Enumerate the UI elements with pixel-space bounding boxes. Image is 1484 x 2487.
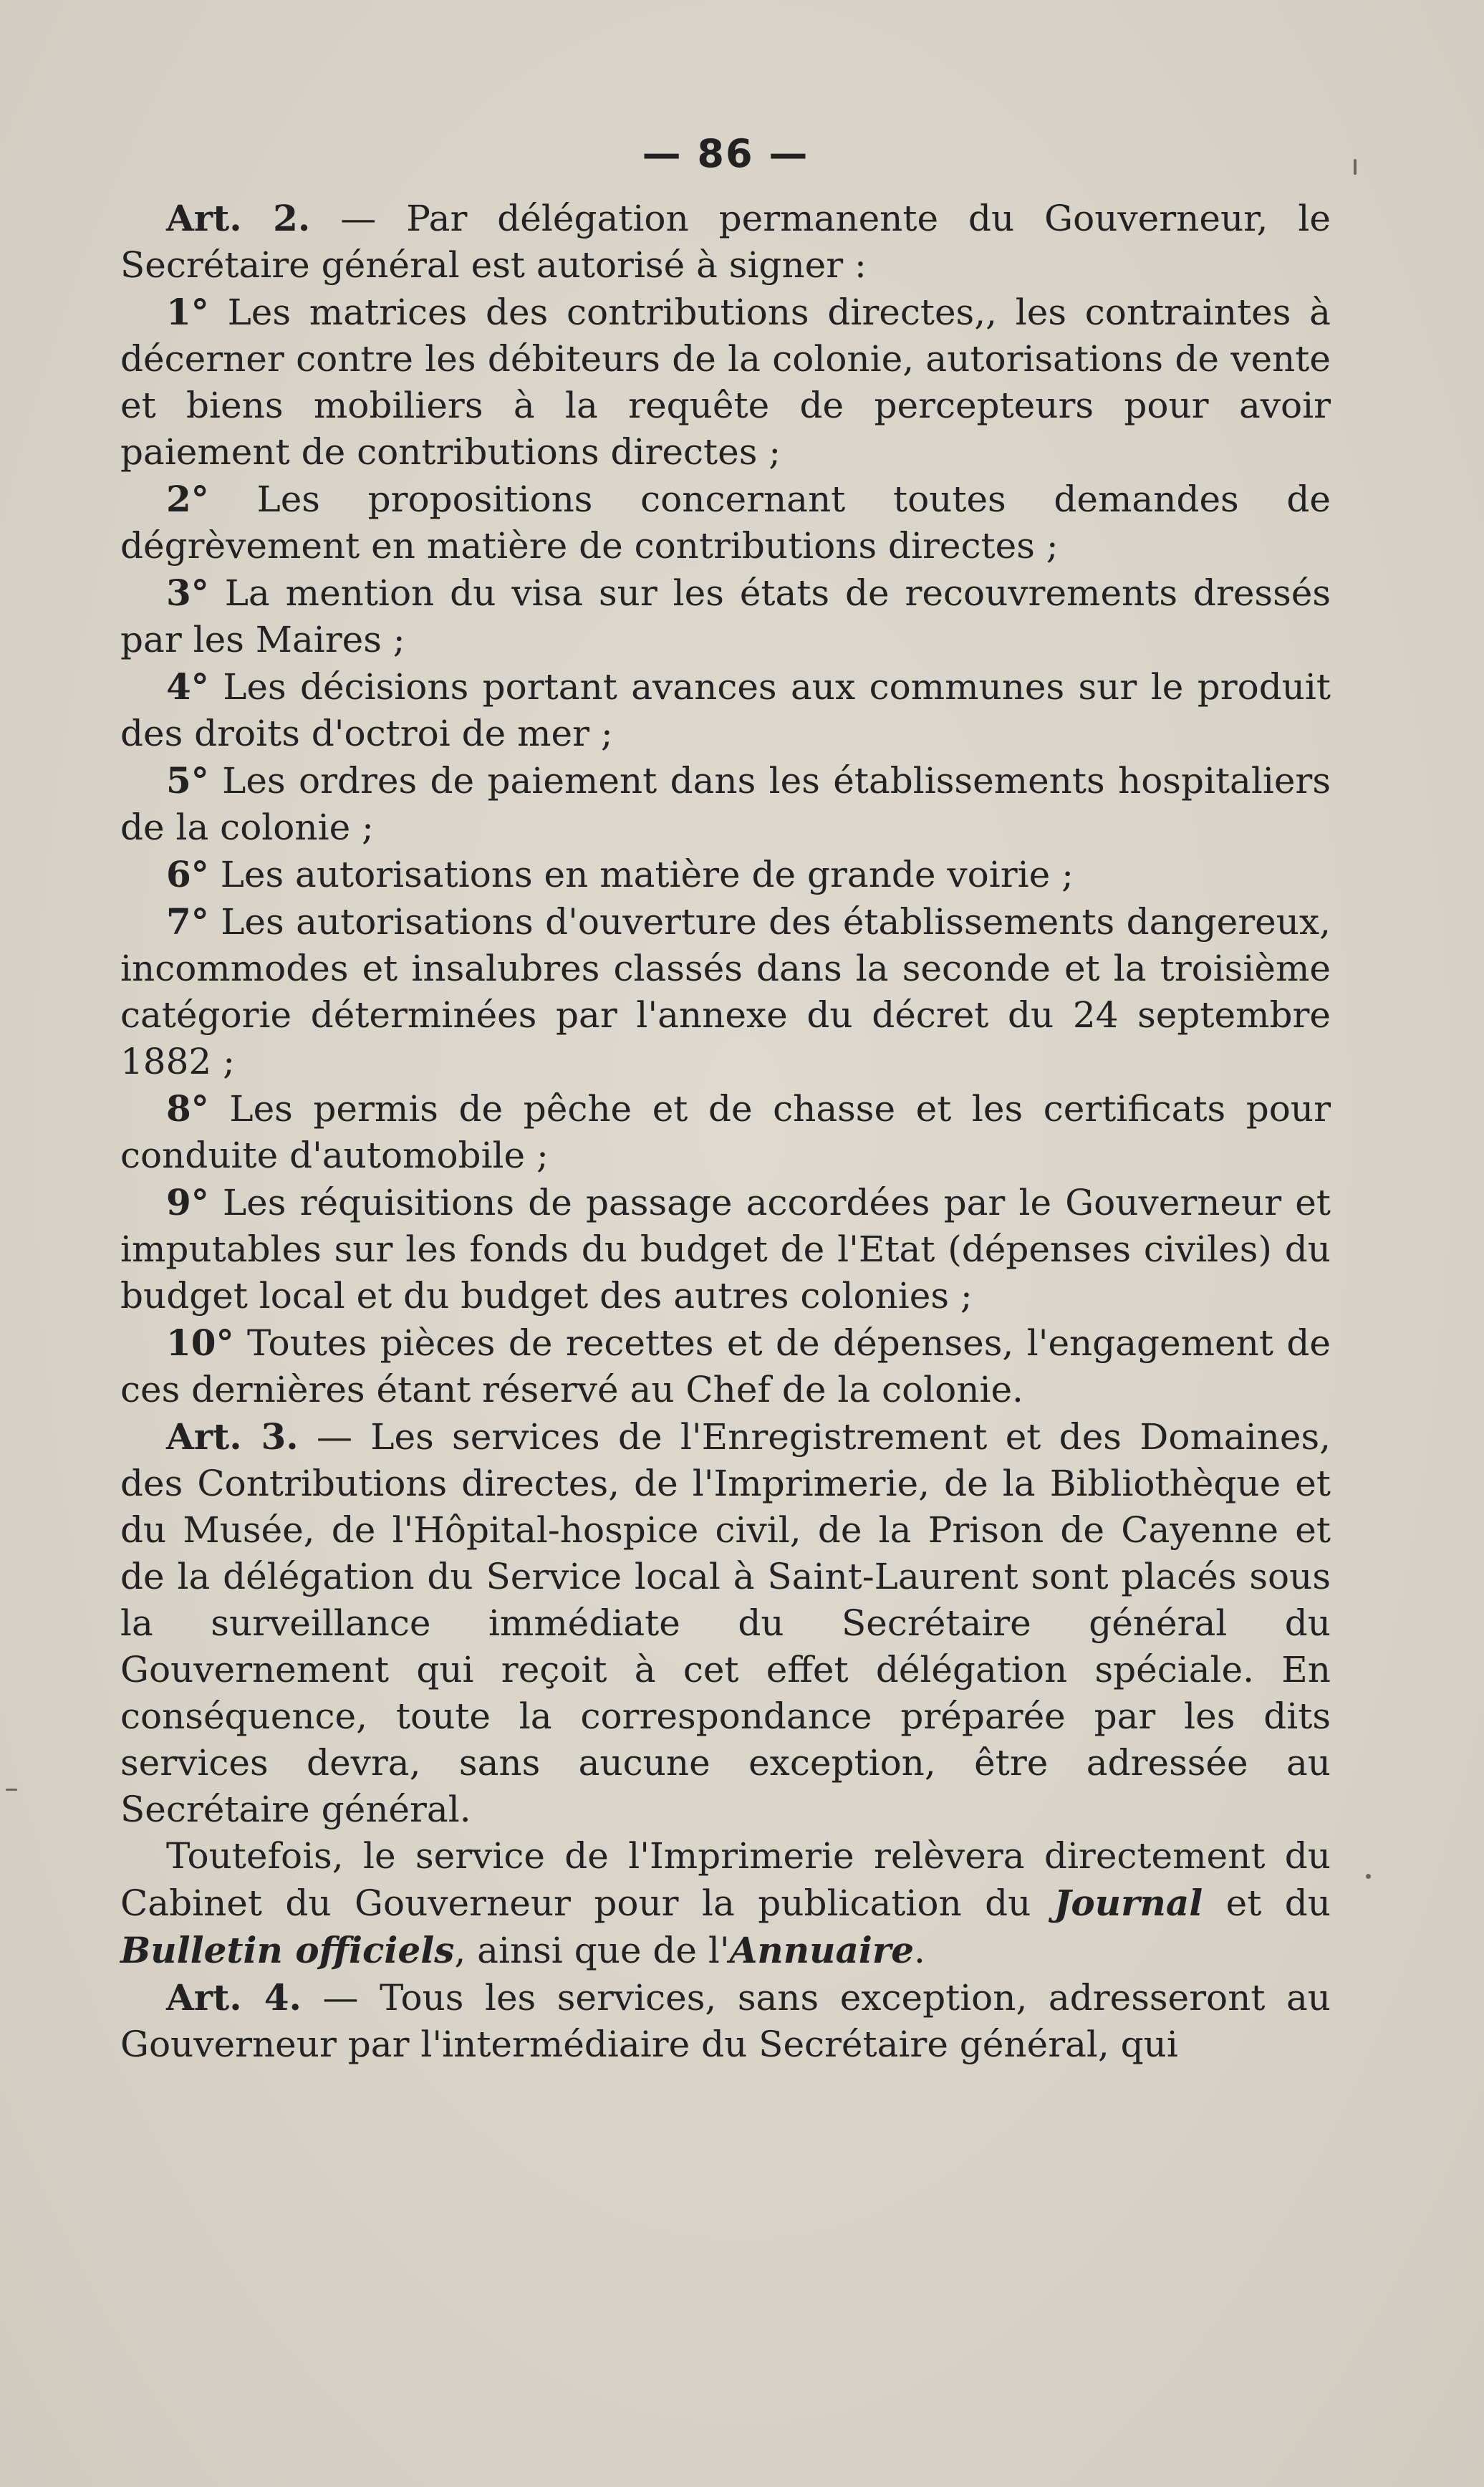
list-item-9: 9° Les réquisitions de passage accordées par le Gouverneur et imputables sur les fonds du budget de l'Etat (dépenses civiles) du budget local et du budget des autres colonies ; [120, 1181, 1331, 1317]
paper-speck [1354, 159, 1357, 175]
list-item-1: 1° Les matrices des contributions directes,, les contraintes à décerner contre les débiteurs de la colonie, autorisations de vente et biens mobiliers à la requête de percepteurs pour avoir paiement de contributions directes ; [120, 291, 1331, 473]
list-item-10: 10° Toutes pièces de recettes et de dépenses, l'engagement de ces dernières étant réservé au Chef de la colonie. [120, 1322, 1331, 1410]
paragraph-art3: Art. 3. — Les services de l'Enregistrement et des Domaines, des Contributions directes, de l'Imprimerie, de la Bibliothèque et du Musée, de l'Hôpital-hospice civil, de la Prison de Cayenne et de la délégation du Service local à Saint-Laurent sont placés sous la surveillance immédiate du Secrétaire général du Gouvernement qui reçoit à cet effet délégation spéciale. En conséquence, toute la correspondance préparée par les dits services devra, sans aucune exception, être adressée au Secrétaire général. [120, 1415, 1331, 1830]
list-item-3: 3° La mention du visa sur les états de recouvrements dressés par les Maires ; [120, 572, 1331, 660]
paragraph-art2: Art. 2. — Par délégation permanente du Gouverneur, le Secrétaire général est autorisé à signer : [120, 197, 1331, 286]
page-number: — 86 — [642, 131, 809, 176]
page-text [120, 129, 1331, 2068]
list-item-6: 6° Les autorisations en matière de grande voirie ; [166, 853, 1074, 895]
bulletin-title: Bulletin officiels [120, 1929, 455, 1971]
paper-speck [6, 1789, 17, 1791]
list-item-7: 7° Les autorisations d'ouverture des établissements dangereux, incommodes et insalubres classés dans la seconde et la troisième catégorie déterminées par l'annexe du décret du 24 septembre 1882 ; [120, 900, 1331, 1082]
list-item-5: 5° Les ordres de paiement dans les établissements hospitaliers de la colonie ; [120, 759, 1331, 848]
journal-title: Journal [1054, 1882, 1203, 1924]
list-item-2: 2° Les propositions concernant toutes demandes de dégrèvement en matière de contributions directes ; [120, 478, 1331, 567]
list-item-4: 4° Les décisions portant avances aux communes sur le produit des droits d'octroi de mer ; [120, 665, 1331, 754]
paper-speck [1366, 1874, 1371, 1879]
list-item-8: 8° Les permis de pêche et de chasse et les certificats pour conduite d'automobile ; [120, 1087, 1331, 1176]
annuaire-title: Annuaire [729, 1929, 915, 1971]
paragraph-toutefois: Toutefois, le service de l'Imprimerie relèvera directement du Cabinet du Gouverneur pour la publication du Journal et du Bulletin officiels, ainsi que de l'Annuaire. [120, 1835, 1331, 1971]
paragraph-art4: Art. 4. — Tous les services, sans exception, adresseront au Gouverneur par l'intermédiaire du Secrétaire général, qui [120, 1976, 1331, 2065]
